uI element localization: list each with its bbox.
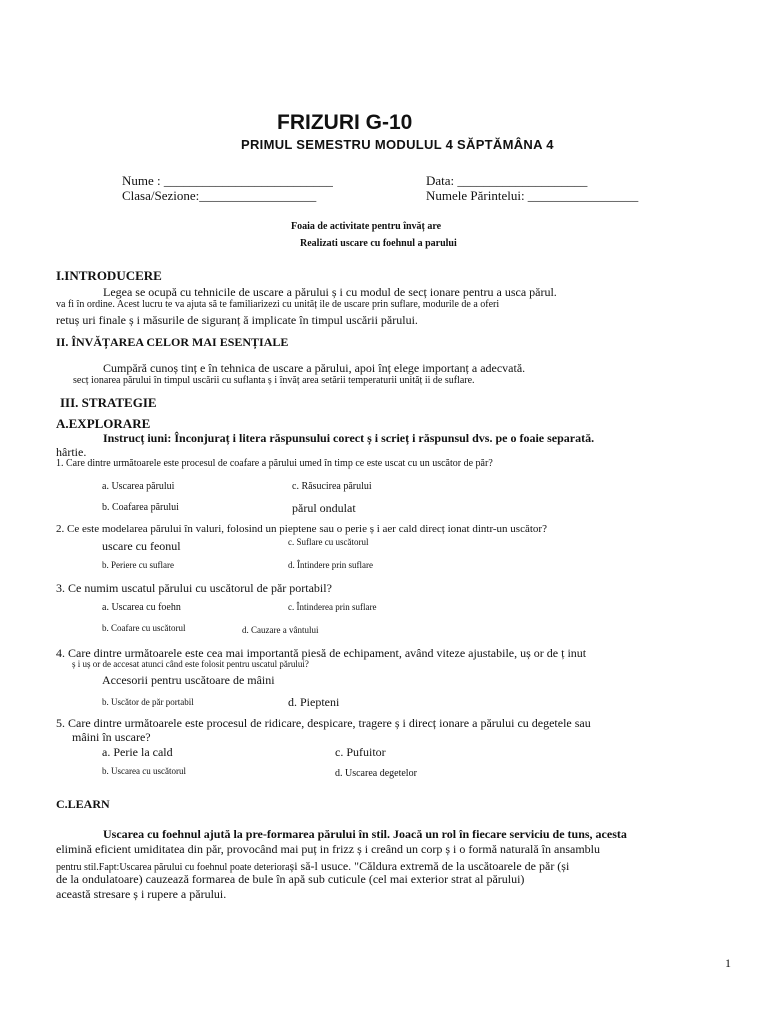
question-1-option: b. Coafarea părului	[102, 502, 179, 513]
essentials-heading: II. ÎNVĂȚAREA CELOR MAI ESENȚIALE	[56, 335, 289, 349]
question-2-text: 2. Ce este modelarea părului în valuri, folosind un pieptene sau o perie ș i aer cald direcț ionat dintr-un uscător?	[56, 523, 547, 535]
question-4-text: 4. Care dintre următoarele este cea mai importantă piesă de echipament, având viteze ajustabile, uș or de ț inut	[56, 646, 587, 660]
learn-line-part: pentru stil.Fapt:Uscarea părului cu foehnul poate deteriora	[56, 862, 290, 873]
question-1-option: părul ondulat	[292, 501, 356, 515]
question-5-option: a. Perie la cald	[102, 745, 173, 759]
sheet-subtitle: Realizati uscare cu foehnul a parului	[300, 238, 457, 249]
page-number: 1	[725, 956, 731, 970]
learn-line-part: și să-l usuce. "Căldura extremă de la uscătoarele de păr (și	[289, 859, 570, 873]
intro-line: retuș uri finale ș i măsurile de siguranț ă implicate în timpul uscării părului.	[56, 313, 418, 327]
essentials-line: secț ionarea părului în timpul uscării cu suflanta ș i învăț area setării temperaturii unităț ii de suflare.	[73, 375, 475, 386]
question-5-option: b. Uscarea cu uscătorul	[102, 766, 186, 776]
question-1-option: c. Răsucirea părului	[292, 481, 372, 492]
question-4-text-cont: ș i uș or de accesat atunci când este folosit pentru uscatul părului?	[72, 659, 309, 669]
question-5-text-cont: mâini în uscare?	[72, 730, 151, 744]
question-5-option: c. Pufuitor	[335, 745, 386, 759]
question-1-option: a. Uscarea părului	[102, 481, 175, 492]
essentials-line: Cumpără cunoș tinț e în tehnica de uscare a părului, apoi înț elege importanț a adecvată.	[103, 361, 526, 375]
question-4-option: d. Piepteni	[288, 695, 340, 709]
page-subtitle: PRIMUL SEMESTRU MODULUL 4 SĂPTĂMÂNA 4	[241, 137, 554, 152]
parents-field: Numele Părintelui: _________________	[426, 188, 639, 203]
learn-line: de la ondulatoare) cauzează formarea de bule în apă sub cuticule (cel mai exterior strat al părului)	[56, 872, 525, 886]
learn-line: această stresare ș i rupere a părului.	[56, 887, 227, 901]
question-5-text: 5. Care dintre următoarele este procesul de ridicare, despicare, tragere ș i direcț ionare a părului cu degetele sau	[56, 716, 591, 730]
explore-heading: A.EXPLORARE	[56, 416, 151, 431]
question-4-option: b. Uscător de păr portabil	[102, 697, 194, 707]
learn-line: Uscarea cu foehnul ajută la pre-formarea părului în stil. Joacă un rol în fiecare serviciu de tuns, acesta	[103, 827, 627, 841]
question-2-option: d. Întindere prin suflare	[288, 560, 373, 570]
intro-line: va fi în ordine. Acest lucru te va ajuta să te familiarizezi cu unităț ile de uscare prin suflare, modurile de a oferi	[56, 299, 500, 310]
question-2-option: uscare cu feonul	[102, 539, 181, 553]
question-3-text: 3. Ce numim uscatul părului cu uscătorul de păr portabil?	[56, 581, 332, 595]
question-3-option: c. Întinderea prin suflare	[288, 602, 377, 612]
intro-line: Legea se ocupă cu tehnicile de uscare a părului ș i cu modul de secț ionare pentru a usca părul.	[103, 285, 557, 299]
name-field: Nume : __________________________	[122, 173, 333, 188]
date-field: Data: ____________________	[426, 173, 588, 188]
intro-heading: I.INTRODUCERE	[56, 268, 162, 283]
strategy-heading: III. STRATEGIE	[60, 395, 157, 410]
question-2-option: b. Periere cu suflare	[102, 560, 174, 570]
question-3-option: a. Uscarea cu foehn	[102, 602, 181, 613]
instructions-text-cont: hârtie.	[56, 445, 87, 459]
sheet-title: Foaia de activitate pentru învăț are	[291, 221, 442, 232]
page-title: FRIZURI G-10	[277, 111, 413, 134]
question-5-option: d. Uscarea degetelor	[335, 768, 417, 779]
question-4-option: Accesorii pentru uscătoare de mâini	[102, 673, 275, 687]
class-field: Clasa/Sezione:__________________	[122, 188, 317, 203]
question-1-text: 1. Care dintre următoarele este procesul de coafare a părului umed în timp ce este uscat cu un uscător de păr?	[56, 458, 493, 469]
instructions-text: Instrucț iuni: Înconjuraț i litera răspunsului corect ș i scrieț i răspunsul dvs. pe o foaie separată.	[103, 431, 595, 445]
learn-heading: C.LEARN	[56, 797, 110, 811]
question-2-option: c. Suflare cu uscătorul	[288, 537, 369, 547]
question-3-option: b. Coafare cu uscătorul	[102, 623, 186, 633]
question-3-option: d. Cauzare a vântului	[242, 625, 319, 635]
learn-line: elimină eficient umiditatea din păr, provocând mai puț in frizz ș i creând un corp ș i o formă naturală în ansamblu	[56, 842, 601, 856]
